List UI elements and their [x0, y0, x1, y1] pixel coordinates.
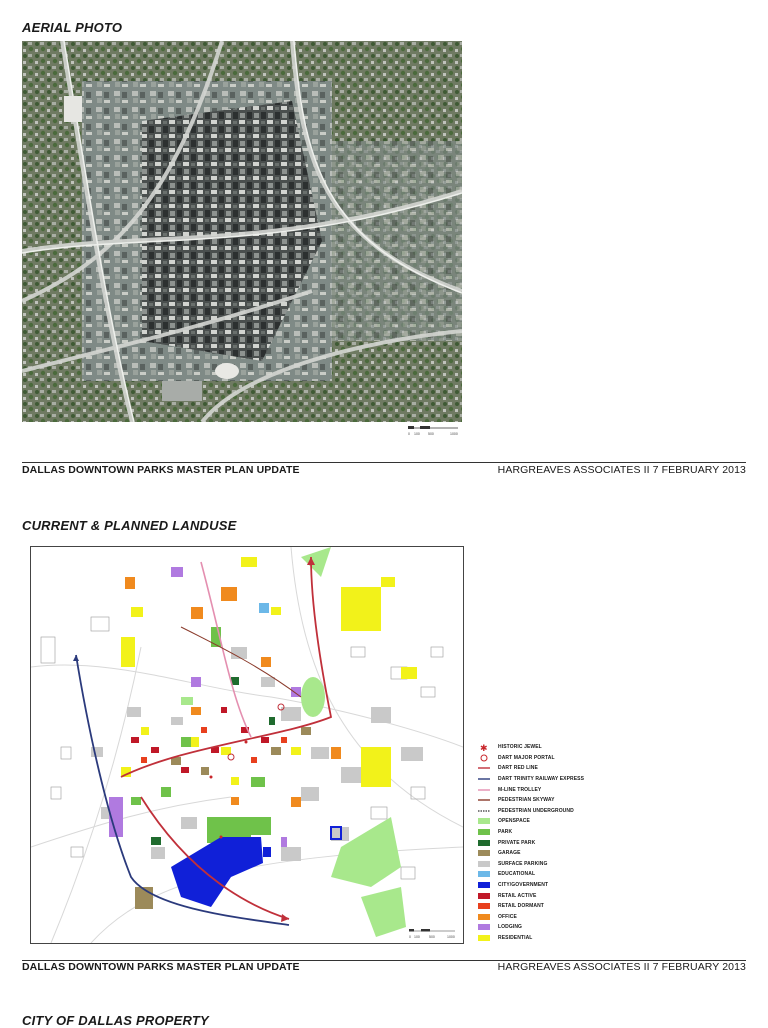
legend-symbol [478, 849, 490, 857]
footer-firm-date: HARGREAVES ASSOCIATES II 7 FEBRUARY 2013 [497, 961, 746, 973]
legend-label: EDUCATIONAL [498, 871, 536, 878]
landuse-map [30, 546, 464, 944]
scale-label: 0 [409, 935, 411, 939]
legend-symbol [478, 913, 490, 921]
legend-label: GARAGE [498, 850, 521, 857]
legend-item [478, 763, 608, 774]
legend-label: PEDESTRIAN UNDERGROUND [498, 807, 574, 814]
scale-label: 500 [429, 935, 435, 939]
legend-item [478, 922, 608, 933]
scale-label: 1000 [447, 935, 455, 939]
city-property-title: CITY OF DALLAS PROPERTY [22, 1013, 209, 1028]
legend-symbol [478, 796, 490, 804]
aerial-scale-bar [406, 424, 462, 436]
legend-item [478, 869, 608, 880]
legend-label: HISTORIC JEWEL [498, 744, 542, 751]
legend-item [478, 933, 608, 944]
landuse-scale-bar [409, 929, 455, 939]
legend-symbol [478, 881, 490, 889]
legend-item [478, 784, 608, 795]
legend-item [478, 848, 608, 859]
legend-symbol [478, 860, 490, 868]
legend-item [478, 901, 608, 912]
legend-symbol [478, 934, 490, 942]
legend-symbol [478, 870, 490, 878]
landuse-title: CURRENT & PLANNED LANDUSE [22, 518, 237, 533]
legend-item [478, 806, 608, 817]
legend-label: RESIDENTIAL [498, 934, 533, 941]
legend-label: RETAIL ACTIVE [498, 892, 537, 899]
legend-label: DART MAJOR PORTAL [498, 754, 555, 761]
legend-symbol [478, 817, 490, 825]
legend-symbol [478, 839, 490, 847]
legend-label: PRIVATE PARK [498, 839, 536, 846]
legend-label: OFFICE [498, 913, 517, 920]
legend-symbol [478, 892, 490, 900]
legend-symbol [478, 754, 490, 762]
legend-label: CITY/GOVERNMENT [498, 882, 549, 889]
scale-label: 100 [414, 935, 420, 939]
legend-symbol [478, 807, 490, 815]
legend-symbol [478, 828, 490, 836]
svg-text:✱: ✱ [480, 743, 488, 752]
legend-label: DART RED LINE [498, 765, 538, 772]
legend-item [478, 816, 608, 827]
landuse-legend [478, 742, 608, 943]
legend-label: M-LINE TROLLEY [498, 786, 542, 793]
legend-label: LODGING [498, 924, 523, 931]
footer-project-title: DALLAS DOWNTOWN PARKS MASTER PLAN UPDATE [22, 464, 300, 476]
footer-firm-date: HARGREAVES ASSOCIATES II 7 FEBRUARY 2013 [497, 464, 746, 476]
legend-label: PARK [498, 829, 513, 836]
legend-symbol [478, 775, 490, 783]
legend-symbol [478, 786, 490, 794]
legend-symbol [478, 743, 490, 751]
legend-label: OPENSPACE [498, 818, 530, 825]
aerial-photo-title: AERIAL PHOTO [22, 20, 123, 35]
legend-item [478, 890, 608, 901]
legend-label: PEDESTRIAN SKYWAY [498, 797, 555, 804]
aerial-photo-image [22, 41, 462, 422]
legend-item [478, 753, 608, 764]
legend-item [478, 880, 608, 891]
legend-item [478, 912, 608, 923]
legend-symbol [478, 764, 490, 772]
legend-item [478, 795, 608, 806]
scale-label: 500 [428, 432, 434, 436]
scale-label: 100 [414, 432, 420, 436]
scale-label: 1000 [450, 432, 458, 436]
legend-label: RETAIL DORMANT [498, 903, 544, 910]
scale-label: 0 [408, 432, 410, 436]
footer-project-title: DALLAS DOWNTOWN PARKS MASTER PLAN UPDATE [22, 961, 300, 973]
legend-symbol [478, 923, 490, 931]
legend-symbol [478, 902, 490, 910]
legend-item [478, 827, 608, 838]
legend-label: SURFACE PARKING [498, 860, 548, 867]
legend-item [478, 742, 608, 753]
legend-item [478, 774, 608, 785]
footer-rule [22, 462, 746, 463]
legend-item [478, 837, 608, 848]
legend-item [478, 859, 608, 870]
legend-label: DART TRINITY RAILWAY EXPRESS [498, 776, 585, 783]
